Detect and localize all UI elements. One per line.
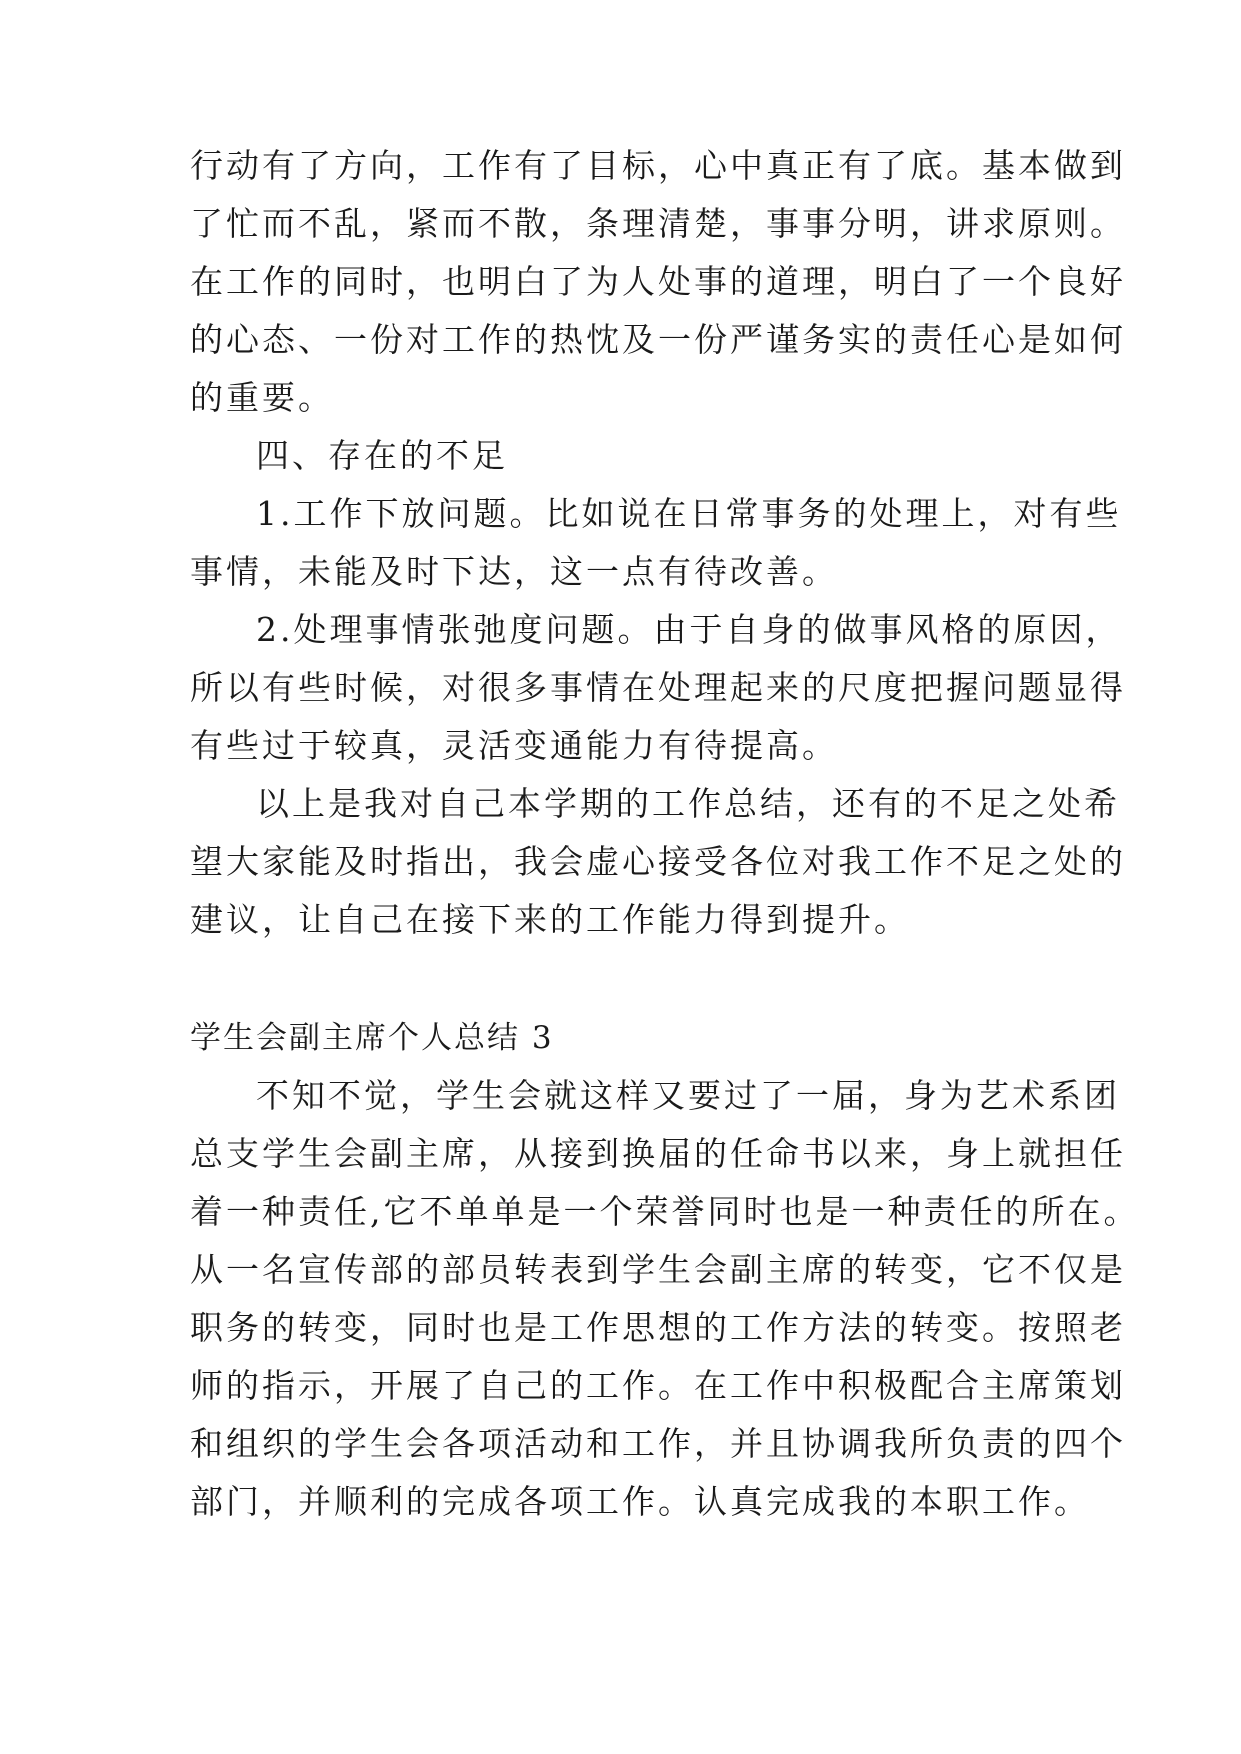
paragraph-line: 职务的转变，同时也是工作思想的工作方法的转变。按照老: [190, 1308, 1126, 1347]
list-item-2-line: 2.处理事情张弛度问题。由于自身的做事风格的原因，: [256, 610, 1122, 649]
text-line: 的心态、一份对工作的热忱及一份严谨务实的责任心是如何: [190, 320, 1126, 359]
closing-line: 以上是我对自己本学期的工作总结，还有的不足之处希: [256, 784, 1120, 823]
section-title: 学生会副主席个人总结 3: [190, 1020, 554, 1056]
paragraph-line: 和组织的学生会各项活动和工作，并且协调我所负责的四个: [190, 1424, 1126, 1463]
list-item-2-line: 有些过于较真，灵活变通能力有待提高。: [190, 726, 838, 765]
list-item-2-line: 所以有些时候，对很多事情在处理起来的尺度把握问题显得: [190, 668, 1126, 707]
text-line: 的重要。: [190, 378, 334, 417]
text-line: 在工作的同时，也明白了为人处事的道理，明白了一个良好: [190, 262, 1126, 301]
closing-line: 建议，让自己在接下来的工作能力得到提升。: [190, 900, 910, 939]
paragraph-line: 着一种责任,它不单单是一个荣誉同时也是一种责任的所在。: [190, 1192, 1140, 1231]
paragraph-line: 总支学生会副主席，从接到换届的任命书以来，身上就担任: [190, 1134, 1126, 1173]
list-item-1-line: 事情，未能及时下达，这一点有待改善。: [190, 552, 838, 591]
paragraph-line: 师的指示，开展了自己的工作。在工作中积极配合主席策划: [190, 1366, 1126, 1405]
paragraph-line: 不知不觉，学生会就这样又要过了一届，身为艺术系团: [256, 1076, 1120, 1115]
paragraph-line: 从一名宣传部的部员转表到学生会副主席的转变，它不仅是: [190, 1250, 1126, 1289]
list-item-1-line: 1.工作下放问题。比如说在日常事务的处理上，对有些: [256, 494, 1122, 533]
closing-line: 望大家能及时指出，我会虚心接受各位对我工作不足之处的: [190, 842, 1126, 881]
text-line: 了忙而不乱，紧而不散，条理清楚，事事分明，讲求原则。: [190, 204, 1126, 243]
paragraph-line: 部门，并顺利的完成各项工作。认真完成我的本职工作。: [190, 1482, 1090, 1521]
section-heading: 四、存在的不足: [256, 436, 508, 475]
text-line: 行动有了方向，工作有了目标，心中真正有了底。基本做到: [190, 146, 1126, 185]
